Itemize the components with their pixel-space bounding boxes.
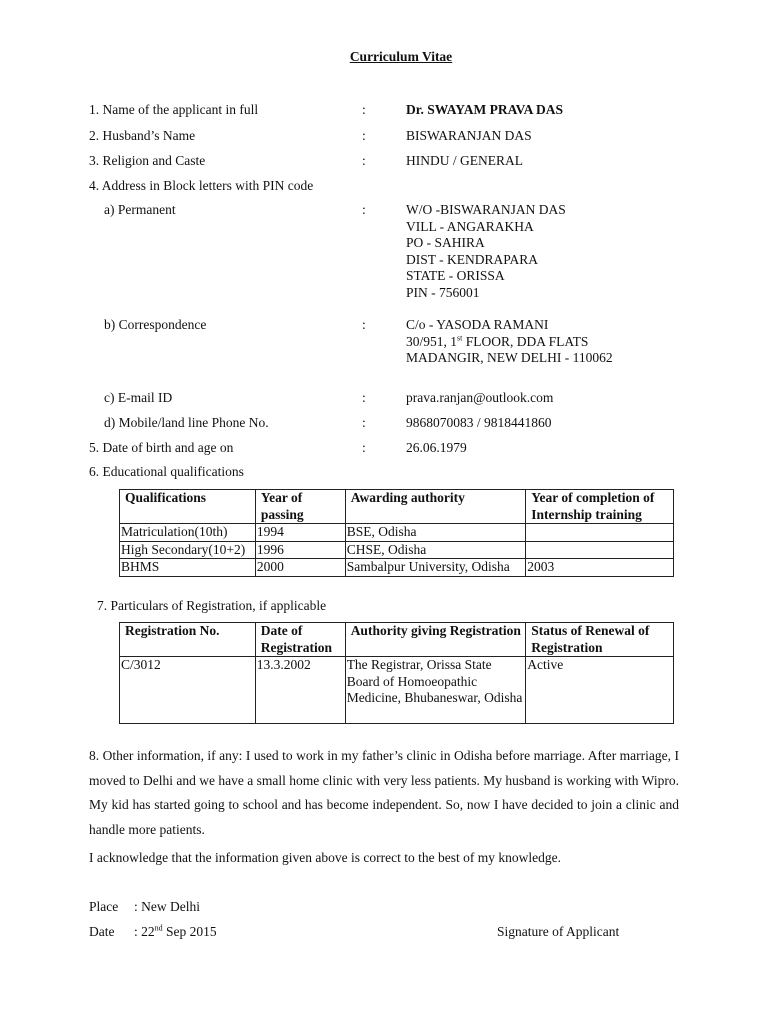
signature-label: Signature of Applicant (497, 924, 620, 939)
place-value: : New Delhi (134, 899, 200, 914)
table-cell: 1996 (255, 541, 345, 559)
email-value: prava.ranjan@outlook.com (406, 390, 554, 405)
phone-value: 9868070083 / 9818441860 (406, 415, 552, 430)
table-cell: 13.3.2002 (255, 657, 345, 724)
address-text: 30/951, 1 (406, 333, 458, 349)
address-line (406, 334, 613, 351)
table-cell: CHSE, Odisha (345, 541, 526, 559)
table-header-row (120, 490, 674, 524)
religion-value: HINDU / GENERAL (406, 153, 523, 168)
address-line: VILL - ANGARAKHA (406, 218, 534, 234)
table-cell: 2000 (255, 559, 345, 577)
colon: : (362, 415, 366, 430)
table-cell: High Secondary(10+2) (120, 541, 256, 559)
husband-value: BISWARANJAN DAS (406, 128, 532, 143)
table-cell: Sambalpur University, Odisha (345, 559, 526, 577)
education-table (119, 489, 674, 577)
page-title: Curriculum Vitae (349, 49, 453, 64)
colon: : (362, 202, 366, 217)
table-cell: 2003 (526, 559, 674, 577)
date-label: Date (89, 924, 115, 939)
table-header: Year of completion of Internship training (526, 490, 674, 524)
table-cell: C/3012 (120, 657, 256, 724)
table-cell (526, 524, 674, 542)
ordinal-suffix: st (457, 333, 463, 343)
table-row (120, 541, 674, 559)
address-line: STATE - ORISSA (406, 268, 505, 284)
other-information: 8. Other information, if any: I used to work in my father’s clinic in Odisha before marriage. After marriage, I moved to Delhi and we have a small home clinic with very less patients. My husband is working with Wipro. My kid has started going to school and has become independent. So, now I have decided to join a clinic and handle more patients. (89, 748, 679, 837)
dob-value: 26.06.1979 (406, 440, 467, 455)
table-header: Awarding authority (345, 490, 526, 524)
address-line: PIN - 756001 (406, 284, 480, 300)
table-header: Authority giving Registration (345, 623, 526, 657)
address-line: MADANGIR, NEW DELHI - 110062 (406, 350, 613, 366)
permanent-address (406, 202, 566, 302)
acknowledgement: I acknowledge that the information given above is correct to the best of my knowledge. (89, 850, 561, 865)
correspondence-address (406, 317, 613, 367)
address-line: C/o - YASODA RAMANI (406, 317, 549, 332)
table-row (120, 559, 674, 577)
table-cell: Active (526, 657, 674, 724)
address-line: W/O -BISWARANJAN DAS (406, 202, 566, 217)
name-label: 1. Name of the applicant in full (89, 102, 259, 117)
date-text: Sep 2015 (162, 924, 217, 939)
address-label: 4. Address in Block letters with PIN code (89, 178, 314, 193)
colon: : (362, 153, 366, 168)
table-cell: Matriculation(10th) (120, 524, 256, 542)
name-value: Dr. SWAYAM PRAVA DAS (406, 102, 564, 117)
address-line: PO - SAHIRA (406, 235, 485, 251)
email-label: c) E-mail ID (104, 390, 173, 405)
registration-table (119, 622, 674, 724)
table-cell (526, 541, 674, 559)
table-row (120, 657, 674, 724)
registration-label: 7. Particulars of Registration, if applicable (97, 598, 327, 613)
table-cell: BHMS (120, 559, 256, 577)
address-line: DIST - KENDRAPARA (406, 251, 539, 267)
date-value (134, 924, 217, 940)
colon: : (362, 317, 366, 332)
table-row (120, 524, 674, 542)
table-header: Status of Renewal of Registration (526, 623, 674, 657)
table-cell: The Registrar, Orissa State Board of Homoeopathic Medicine, Bhubaneswar, Odisha (345, 657, 526, 724)
colon: : (362, 390, 366, 405)
address-text: FLOOR, DDA FLATS (462, 333, 589, 349)
date-text: : 22 (134, 924, 155, 939)
correspondence-label: b) Correspondence (104, 317, 207, 332)
table-header: Year of passing (255, 490, 345, 524)
place-label: Place (89, 899, 119, 914)
table-header: Date of Registration (255, 623, 345, 657)
colon: : (362, 440, 366, 455)
phone-label: d) Mobile/land line Phone No. (104, 415, 269, 430)
dob-label: 5. Date of birth and age on (89, 440, 234, 455)
colon: : (362, 102, 366, 117)
table-cell: BSE, Odisha (345, 524, 526, 542)
colon: : (362, 128, 366, 143)
permanent-label: a) Permanent (104, 202, 176, 217)
husband-label: 2. Husband’s Name (89, 128, 196, 143)
ordinal-suffix: nd (154, 923, 163, 933)
table-header: Qualifications (120, 490, 256, 524)
table-header-row (120, 623, 674, 657)
education-label: 6. Educational qualifications (89, 464, 244, 479)
table-header: Registration No. (120, 623, 256, 657)
religion-label: 3. Religion and Caste (89, 153, 206, 168)
table-cell: 1994 (255, 524, 345, 542)
